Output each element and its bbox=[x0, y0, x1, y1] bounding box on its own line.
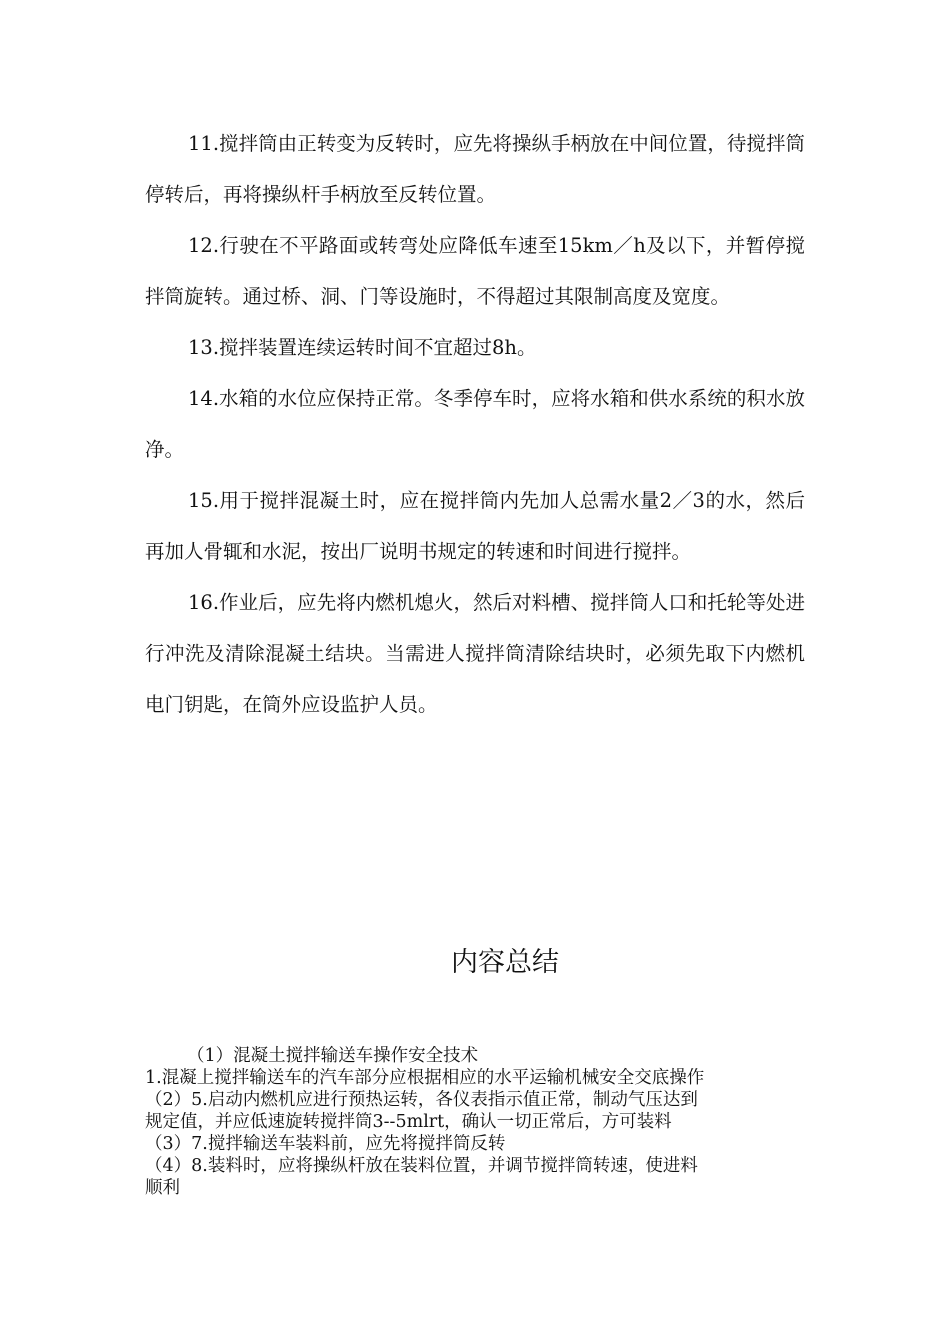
summary-line: （2）5.启动内燃机应进行预热运转，各仪表指示值正常，制动气压达到 bbox=[145, 1090, 698, 1110]
summary-line: （1）混凝土搅拌输送车操作安全技术 bbox=[187, 1046, 479, 1066]
paragraph-11: 11.搅拌筒由正转变为反转时，应先将操纵手柄放在中间位置，待搅拌筒停转后，再将操纵杆手柄放至反转位置。 bbox=[145, 132, 805, 206]
paragraph-14: 14.水箱的水位应保持正常。冬季停车时，应将水箱和供水系统的积水放净。 bbox=[145, 387, 805, 461]
paragraph-16: 16.作业后，应先将内燃机熄火，然后对料槽、搅拌筒人口和托轮等处进行冲洗及清除混凝土结块。当需进人搅拌筒清除结块时，必须先取下内燃机电门钥匙，在筒外应设监护人员。 bbox=[145, 591, 805, 716]
paragraph-15: 15.用于搅拌混凝土时，应在搅拌筒内先加人总需水量2／3的水，然后再加人骨辄和水泥，按出厂说明书规定的转速和时间进行搅拌。 bbox=[145, 489, 805, 563]
body-text bbox=[145, 118, 805, 730]
summary-title: 内容总结 bbox=[451, 947, 559, 978]
summary-line: （3）7.搅拌输送车装料前，应先将搅拌筒反转 bbox=[145, 1134, 506, 1154]
summary-line: 1.混凝上搅拌输送车的汽车部分应根据相应的水平运输机械安全交底操作 bbox=[145, 1068, 705, 1088]
summary-line: 顺利 bbox=[145, 1178, 180, 1198]
paragraph-12: 12.行驶在不平路面或转弯处应降低车速至15km／h及以下，并暂停搅拌筒旋转。通过桥、洞、门等设施时，不得超过其限制高度及宽度。 bbox=[145, 234, 805, 308]
summary-line: 规定值，并应低速旋转搅拌筒3--5mlrt，确认一切正常后，方可装料 bbox=[145, 1112, 672, 1132]
summary-section bbox=[145, 1045, 805, 1199]
paragraph-13: 13.搅拌装置连续运转时间不宜超过8h。 bbox=[188, 336, 537, 359]
summary-line: （4）8.装料时，应将操纵杆放在装料位置，并调节搅拌筒转速，使进料 bbox=[145, 1156, 698, 1176]
